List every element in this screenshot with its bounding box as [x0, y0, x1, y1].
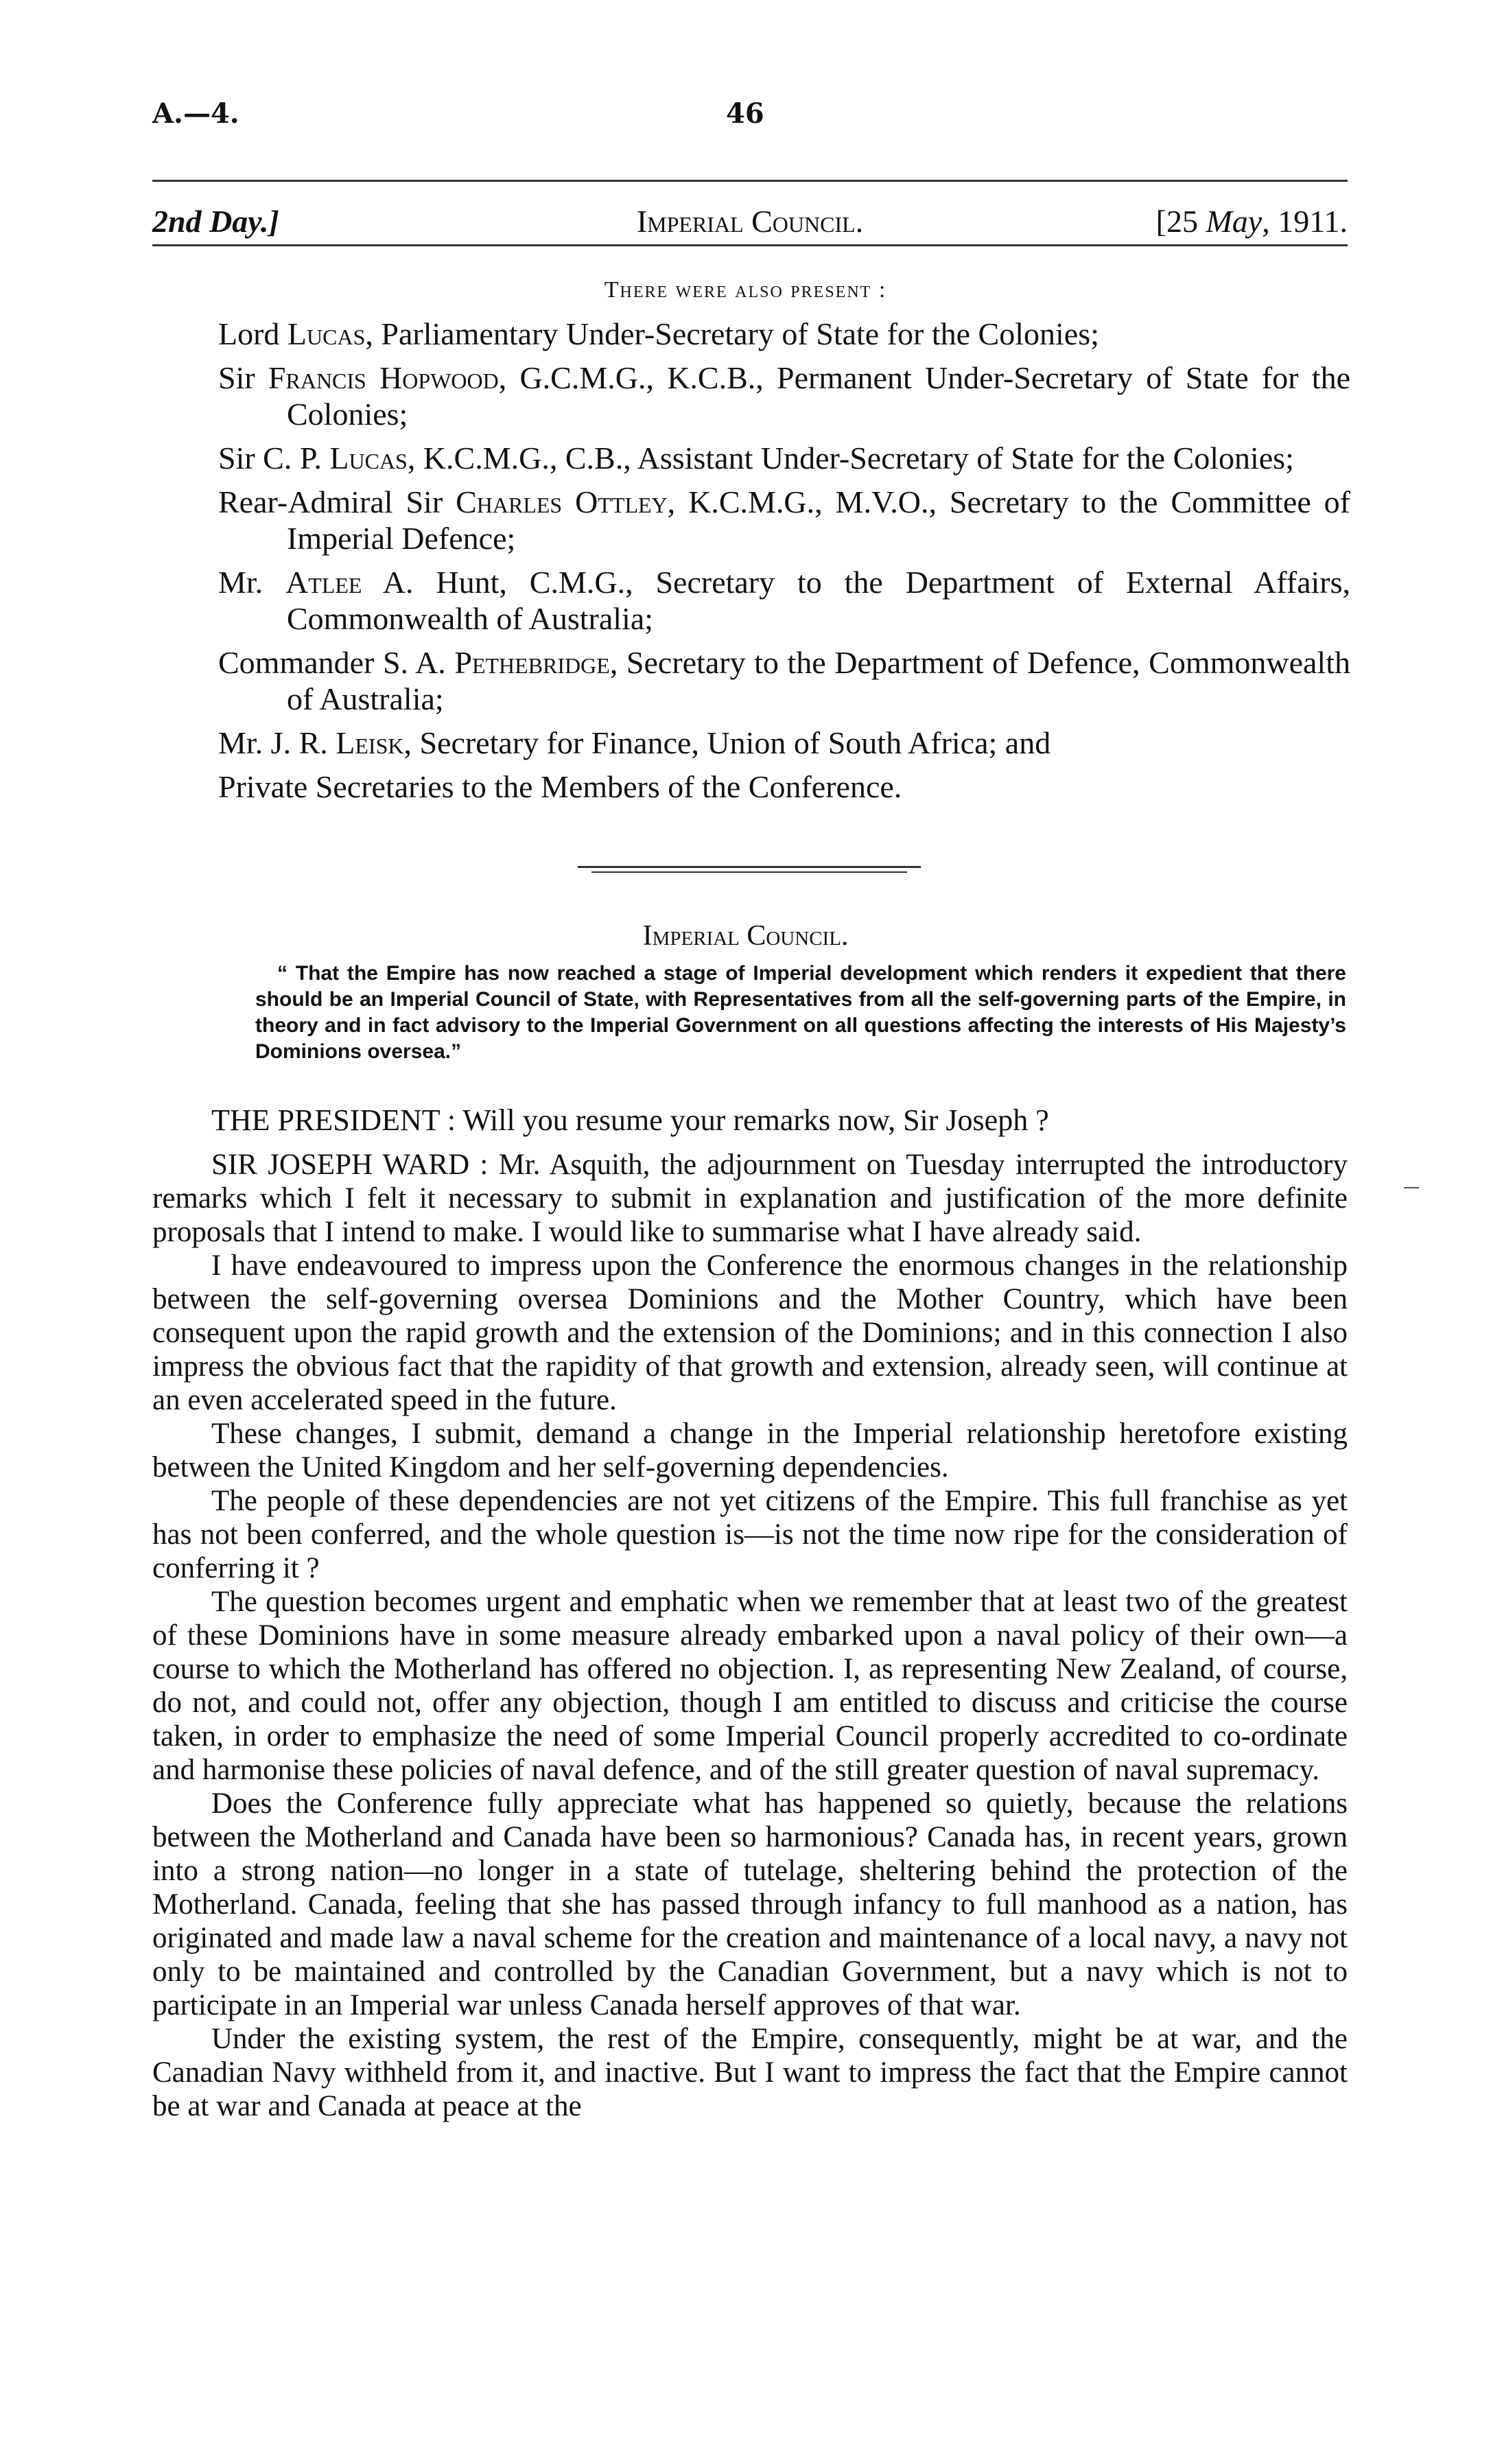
header-rule-bottom: [152, 244, 1348, 246]
speech-paragraph: SIR JOSEPH WARD : Mr. Asquith, the adjournment on Tuesday interrupted the introductory remarks which I felt it necessary to submit in explanation and justification of the more definite proposals that I intend to make. I would like to summarise what I have already said.: [152, 1149, 1348, 1248]
attendee-entry: Rear-Admiral Sir Charles Ottley, K.C.M.G., M.V.O., Secretary to the Committee of Imperial Defence;: [218, 484, 1350, 556]
attendee-entry: Lord Lucas, Parliamentary Under-Secretary of State for the Colonies;: [218, 316, 1099, 351]
header-rule-top: [152, 180, 1348, 182]
speech-paragraph: THE PRESIDENT : Will you resume your remarks now, Sir Joseph ?: [211, 1103, 1049, 1137]
attendee-entry: Mr. J. R. Leisk, Secretary for Finance, Union of South Africa; and: [218, 725, 1051, 760]
speech-paragraph: I have endeavoured to impress upon the Conference the enormous changes in the relationship between the self-governing oversea Dominions and the Mother Country, which have been consequent upon the rapid growth and the extension of the Dominions; and in this connection I also impress the obvious fact that the rapidity of that growth and extension, already seen, will continue at an even accelerated speed in the future.: [152, 1249, 1348, 1416]
running-header-day: 2nd Day.]: [152, 204, 279, 239]
document-code: A.—4.: [152, 97, 239, 130]
attendees-list: [218, 316, 1350, 812]
attendee-entry: Commander S. A. Pethebridge, Secretary to the Department of Defence, Commonwealth of Australia;: [218, 645, 1350, 716]
speech-paragraph: The people of these dependencies are not yet citizens of the Empire. This full franchise as yet has not been conferred, and the whole question is—is not the time now ripe for the consideration of conferring it ?: [152, 1485, 1348, 1584]
speech-paragraph: These changes, I submit, demand a change in the Imperial relationship heretofore existing between the United Kingdom and her self-governing dependencies.: [152, 1418, 1348, 1483]
section-divider-line: [578, 866, 921, 868]
speech-paragraph: Under the existing system, the rest of the Empire, consequently, might be at war, and the Canadian Navy withheld from it, and inactive. But I want to impress the fact that the Empire cannot be at war and Canada at peace at the: [152, 2023, 1348, 2122]
present-heading: There were also present :: [604, 277, 887, 303]
attendee-entry: Sir C. P. Lucas, K.C.M.G., C.B., Assistant Under-Secretary of State for the Colonies;: [218, 441, 1294, 476]
attendee-entry: Mr. Atlee A. Hunt, C.M.G., Secretary to the Department of External Affairs, Commonwealth of Australia;: [218, 565, 1350, 636]
page-number: 46: [726, 97, 764, 130]
resolution-text: “ That the Empire has now reached a stage of Imperial development which renders it expedient that there should be an Imperial Council of State, with Representatives from all the self-governing parts of the Empire, in theory and in fact advisory to the Imperial Government on all questions affecting the interests of His Majesty’s Dominions oversea.”: [255, 962, 1346, 1063]
running-header: [152, 203, 1348, 237]
section-divider-line: [591, 871, 907, 873]
running-header-title: Imperial Council.: [636, 204, 864, 239]
speech-paragraph: Does the Conference fully appreciate what has happened so quietly, because the relations between the Motherland and Canada have been so harmonious? Canada has, in recent years, grown into a strong nation—no longer in a state of tutelage, sheltering behind the protection of the Motherland. Canada, feeling that she has passed through infancy to full manhood as a nation, has originated and made law a naval scheme for the creation and maintenance of a local navy, a navy not only to be maintained and controlled by the Canadian Government, but a navy which is not to participate in an Imperial war unless Canada herself approves of that war.: [152, 1787, 1348, 2021]
attendee-entry: Private Secretaries to the Members of the Conference.: [218, 769, 902, 804]
section-heading: Imperial Council.: [642, 920, 849, 952]
margin-mark: [1404, 1187, 1419, 1188]
speech-paragraph: The question becomes urgent and emphatic when we remember that at least two of the greatest of these Dominions have in some measure already embarked upon a naval policy of their own—a course to which the Motherland has offered no objection. I, as representing New Zealand, of course, do not, and could not, offer any objection, though I am entitled to discuss and criticise the course taken, in order to emphasize the need of some Imperial Council properly accredited to co-ordinate and harmonise these policies of naval defence, and of the still greater question of naval supremacy.: [152, 1586, 1348, 1786]
running-header-date: [25 May, 1911.: [1155, 204, 1348, 239]
attendee-entry: Sir Francis Hopwood, G.C.M.G., K.C.B., Permanent Under-Secretary of State for the Colonies;: [218, 360, 1350, 432]
speech-body: [152, 1103, 1348, 2123]
